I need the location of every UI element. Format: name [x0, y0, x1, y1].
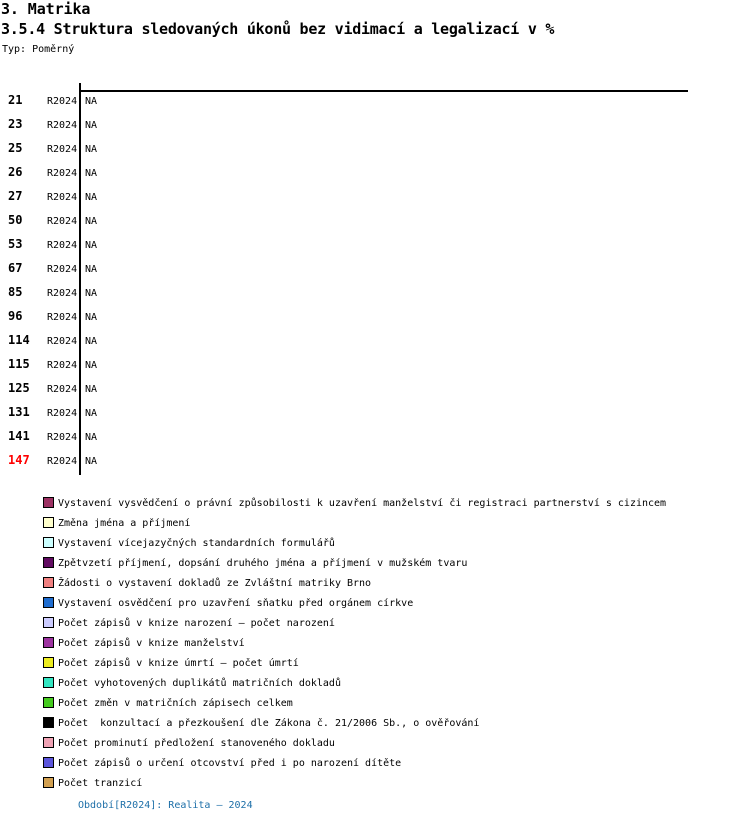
row-period: R2024 — [47, 288, 78, 299]
row-code: 26 — [8, 165, 23, 179]
legend-item — [0, 533, 750, 553]
type-label: Typ: Poměrný — [2, 44, 75, 55]
row-value: NA — [85, 336, 98, 347]
legend-item — [0, 493, 750, 513]
table-row — [0, 258, 750, 282]
legend-swatch-icon — [43, 617, 54, 628]
legend-item — [0, 573, 750, 593]
row-period: R2024 — [47, 384, 78, 395]
row-value: NA — [85, 384, 98, 395]
row-period: R2024 — [47, 408, 78, 419]
row-code: 141 — [8, 429, 30, 443]
legend-label: Počet změn v matričních zápisech celkem — [58, 698, 293, 709]
row-code: 23 — [8, 117, 23, 131]
row-code: 115 — [8, 357, 30, 371]
legend-swatch-icon — [43, 737, 54, 748]
row-period: R2024 — [47, 360, 78, 371]
row-period: R2024 — [47, 144, 78, 155]
legend-label: Počet zápisů v knize narození – počet narození — [58, 618, 335, 629]
row-value: NA — [85, 456, 98, 467]
legend-label: Změna jména a příjmení — [58, 518, 191, 529]
row-value: NA — [85, 168, 98, 179]
table-row — [0, 234, 750, 258]
row-value: NA — [85, 96, 98, 107]
row-code: 50 — [8, 213, 23, 227]
row-period: R2024 — [47, 336, 78, 347]
legend-swatch-icon — [43, 517, 54, 528]
chart-title: 3.5.4 Struktura sledovaných úkonů bez vidimací a legalizací v % — [1, 20, 555, 38]
table-row — [0, 210, 750, 234]
row-value: NA — [85, 312, 98, 323]
row-value: NA — [85, 432, 98, 443]
row-value: NA — [85, 120, 98, 131]
row-value: NA — [85, 144, 98, 155]
row-value: NA — [85, 192, 98, 203]
legend-label: Počet zápisů v knize úmrtí – počet úmrtí — [58, 658, 299, 669]
row-code: 85 — [8, 285, 23, 299]
legend-item — [0, 773, 750, 793]
legend-item — [0, 593, 750, 613]
legend-item — [0, 753, 750, 773]
table-row — [0, 402, 750, 426]
legend-label: Vystavení vícejazyčných standardních formulářů — [58, 538, 335, 549]
row-code: 131 — [8, 405, 30, 419]
row-value: NA — [85, 408, 98, 419]
row-period: R2024 — [47, 192, 78, 203]
legend-label: Počet zápisů v knize manželství — [58, 638, 245, 649]
row-period: R2024 — [47, 312, 78, 323]
row-code: 25 — [8, 141, 23, 155]
legend — [0, 493, 750, 793]
legend-swatch-icon — [43, 637, 54, 648]
table-row — [0, 162, 750, 186]
row-period: R2024 — [47, 432, 78, 443]
row-period: R2024 — [47, 96, 78, 107]
row-period: R2024 — [47, 168, 78, 179]
legend-label: Počet konzultací a přezkoušení dle Zákona č. 21/2006 Sb., o ověřování — [58, 718, 480, 729]
legend-item — [0, 553, 750, 573]
row-value: NA — [85, 288, 98, 299]
legend-label: Vystavení osvědčení pro uzavření sňatku před orgánem církve — [58, 598, 414, 609]
legend-label: Žádosti o vystavení dokladů ze Zvláštní matriky Brno — [58, 578, 372, 589]
legend-item — [0, 733, 750, 753]
legend-label: Počet prominutí předložení stanoveného dokladu — [58, 738, 335, 749]
legend-swatch-icon — [43, 697, 54, 708]
table-row — [0, 354, 750, 378]
table-row — [0, 90, 750, 114]
row-code: 96 — [8, 309, 23, 323]
row-period: R2024 — [47, 120, 78, 131]
legend-label: Počet zápisů o určení otcovství před i po narození dítěte — [58, 758, 402, 769]
legend-label: Počet vyhotovených duplikátů matričních dokladů — [58, 678, 341, 689]
legend-swatch-icon — [43, 757, 54, 768]
legend-item — [0, 513, 750, 533]
legend-swatch-icon — [43, 717, 54, 728]
row-value: NA — [85, 216, 98, 227]
legend-swatch-icon — [43, 557, 54, 568]
legend-label: Zpětvzetí příjmení, dopsání druhého jména a příjmení v mužském tvaru — [58, 558, 468, 569]
table-row — [0, 186, 750, 210]
row-period: R2024 — [47, 216, 78, 227]
row-period: R2024 — [47, 456, 78, 467]
table-row — [0, 378, 750, 402]
legend-swatch-icon — [43, 537, 54, 548]
table-row — [0, 330, 750, 354]
legend-item — [0, 713, 750, 733]
legend-label: Počet tranzicí — [58, 778, 143, 789]
row-code: 147 — [8, 453, 30, 467]
legend-label: Vystavení vysvědčení o právní způsobilosti k uzavření manželství či registraci partnerství s cizincem — [58, 498, 667, 509]
legend-item — [0, 673, 750, 693]
legend-item — [0, 613, 750, 633]
row-period: R2024 — [47, 264, 78, 275]
row-code: 21 — [8, 93, 23, 107]
table-row — [0, 426, 750, 450]
row-code: 114 — [8, 333, 30, 347]
row-period: R2024 — [47, 240, 78, 251]
legend-item — [0, 633, 750, 653]
row-value: NA — [85, 264, 98, 275]
row-code: 53 — [8, 237, 23, 251]
legend-swatch-icon — [43, 677, 54, 688]
footer-note: Období[R2024]: Realita – 2024 — [78, 800, 253, 811]
row-code: 27 — [8, 189, 23, 203]
table-row — [0, 306, 750, 330]
section-title: 3. Matrika — [1, 0, 91, 18]
legend-swatch-icon — [43, 597, 54, 608]
table-row — [0, 114, 750, 138]
legend-swatch-icon — [43, 497, 54, 508]
legend-swatch-icon — [43, 657, 54, 668]
row-code: 67 — [8, 261, 23, 275]
table-row — [0, 138, 750, 162]
row-code: 125 — [8, 381, 30, 395]
table-row — [0, 450, 750, 474]
row-value: NA — [85, 360, 98, 371]
rows-container — [0, 90, 750, 474]
legend-item — [0, 693, 750, 713]
legend-item — [0, 653, 750, 673]
row-value: NA — [85, 240, 98, 251]
legend-swatch-icon — [43, 577, 54, 588]
legend-swatch-icon — [43, 777, 54, 788]
table-row — [0, 282, 750, 306]
